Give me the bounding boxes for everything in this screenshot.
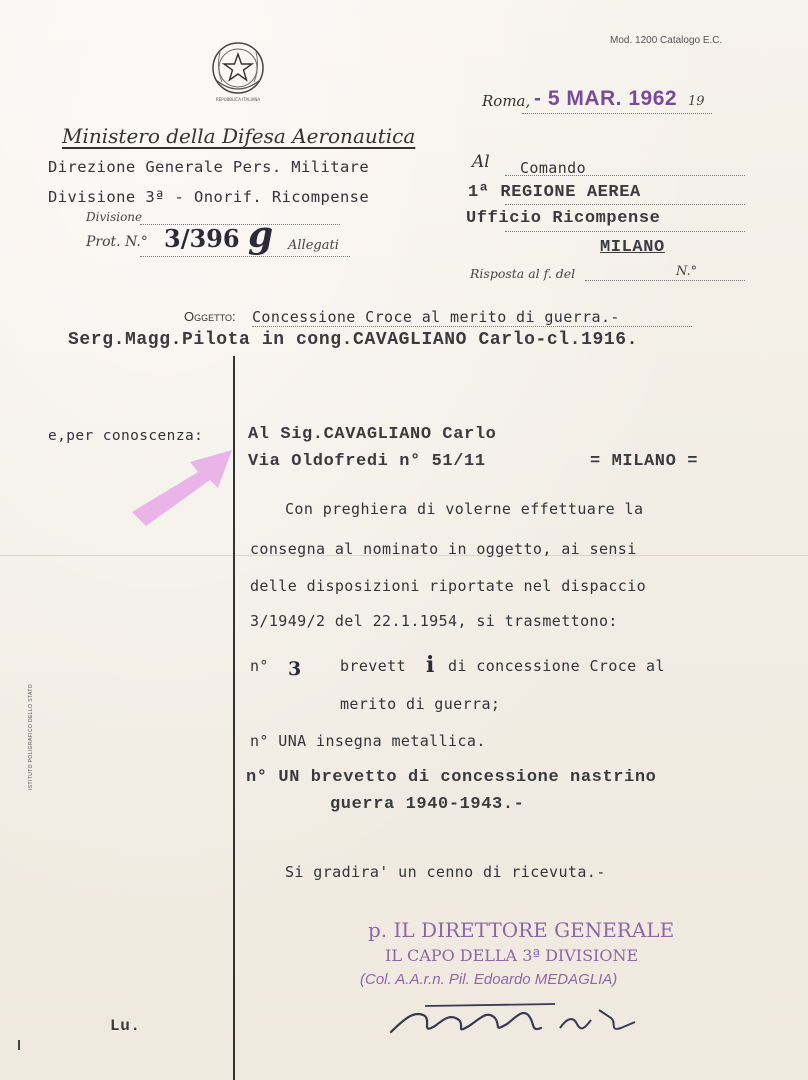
cc-city: = MILANO = bbox=[590, 452, 699, 471]
item1-text-b: di concessione Croce al bbox=[448, 657, 665, 675]
addressee-line-1: Comando bbox=[520, 159, 587, 177]
emblem-motto: REPUBBLICA ITALIANA bbox=[215, 97, 261, 102]
republic-emblem-icon bbox=[208, 40, 268, 104]
signature-title-1: p. IL DIRETTORE GENERALE bbox=[368, 918, 675, 942]
prot-handmark: g bbox=[248, 214, 274, 256]
subject-dotline bbox=[252, 326, 692, 327]
signature-title-3: (Col. A.A.r.n. Pil. Edoardo MEDAGLIA) bbox=[360, 971, 618, 988]
date-dotline bbox=[522, 113, 712, 114]
division-label: Divisione bbox=[86, 210, 143, 224]
addressee-line-2: 1ª REGIONE AEREA bbox=[468, 183, 641, 202]
item1-prefix: n° bbox=[250, 657, 269, 675]
closing-line: Si gradira' un cenno di ricevuta.- bbox=[285, 863, 606, 881]
addressee-dotline-1 bbox=[505, 175, 745, 176]
body-line-4: 3/1949/2 del 22.1.1954, si trasmettono: bbox=[250, 612, 618, 630]
body-line-3: delle disposizioni riportate nel dispaccio bbox=[250, 577, 647, 595]
item1-quantity: 3 bbox=[288, 658, 302, 680]
date-suffix: 19 bbox=[688, 94, 705, 109]
typist-initials: Lu. bbox=[110, 1017, 141, 1035]
addressee-dotline-2 bbox=[505, 204, 745, 205]
cc-label: e,per conoscenza: bbox=[48, 428, 204, 444]
date-place: Roma, bbox=[482, 92, 531, 110]
body-line-2: consegna al nominato in oggetto, ai sensi bbox=[250, 540, 637, 558]
division-line: Divisione 3ª - Onorif. Ricompense bbox=[48, 188, 370, 206]
pink-arrow-icon bbox=[128, 444, 238, 534]
addressee-line-4: MILANO bbox=[600, 238, 665, 257]
item3-line-2: guerra 1940-1943.- bbox=[330, 795, 525, 814]
ministry-name: Ministero della Difesa Aeronautica bbox=[62, 124, 416, 148]
subject-label: Oggetto: bbox=[184, 309, 236, 324]
subject-line-2: Serg.Magg.Pilota in cong.CAVAGLIANO Carlo-cl.1916. bbox=[68, 330, 639, 350]
signature-title-2: IL CAPO DELLA 3ª DIVISIONE bbox=[385, 946, 639, 965]
item1-text-a: brevett bbox=[340, 657, 407, 675]
item3-line-1: n° UN brevetto di concessione nastrino bbox=[246, 768, 657, 787]
prot-number: 3/396 bbox=[164, 224, 240, 253]
to-label: Al bbox=[472, 152, 490, 172]
directorate-line: Direzione Generale Pers. Militare bbox=[48, 158, 370, 176]
reply-dotline bbox=[585, 280, 745, 281]
item1-text-c: merito di guerra; bbox=[340, 695, 501, 713]
prot-label: Prot. N.° bbox=[86, 234, 148, 250]
margin-tick bbox=[18, 1040, 20, 1050]
subject-text: Concessione Croce al merito di guerra.- bbox=[252, 308, 620, 326]
item2-text: n° UNA insegna metallica. bbox=[250, 732, 486, 750]
attachments-label: Allegati bbox=[288, 238, 339, 253]
handwritten-signature-icon bbox=[385, 988, 645, 1048]
reply-label: Risposta al f. del bbox=[470, 266, 576, 281]
body-line-1: Con preghiera di volerne effettuare la bbox=[285, 500, 644, 518]
printer-imprint: ISTITUTO POLIGRAFICO DELLO STATO bbox=[28, 683, 34, 790]
addressee-line-3: Ufficio Ricompense bbox=[466, 209, 661, 228]
cc-address: Via Oldofredi n° 51/11 bbox=[248, 452, 486, 471]
date-stamp: - 5 MAR. 1962 bbox=[534, 87, 678, 110]
cc-recipient: Al Sig.CAVAGLIANO Carlo bbox=[248, 425, 497, 444]
form-code: Mod. 1200 Catalogo E.C. bbox=[610, 35, 723, 46]
item1-handmark: i bbox=[426, 652, 435, 678]
reply-number-label: N.° bbox=[676, 264, 698, 279]
addressee-dotline-3 bbox=[505, 231, 745, 232]
prot-dotline bbox=[140, 256, 350, 257]
